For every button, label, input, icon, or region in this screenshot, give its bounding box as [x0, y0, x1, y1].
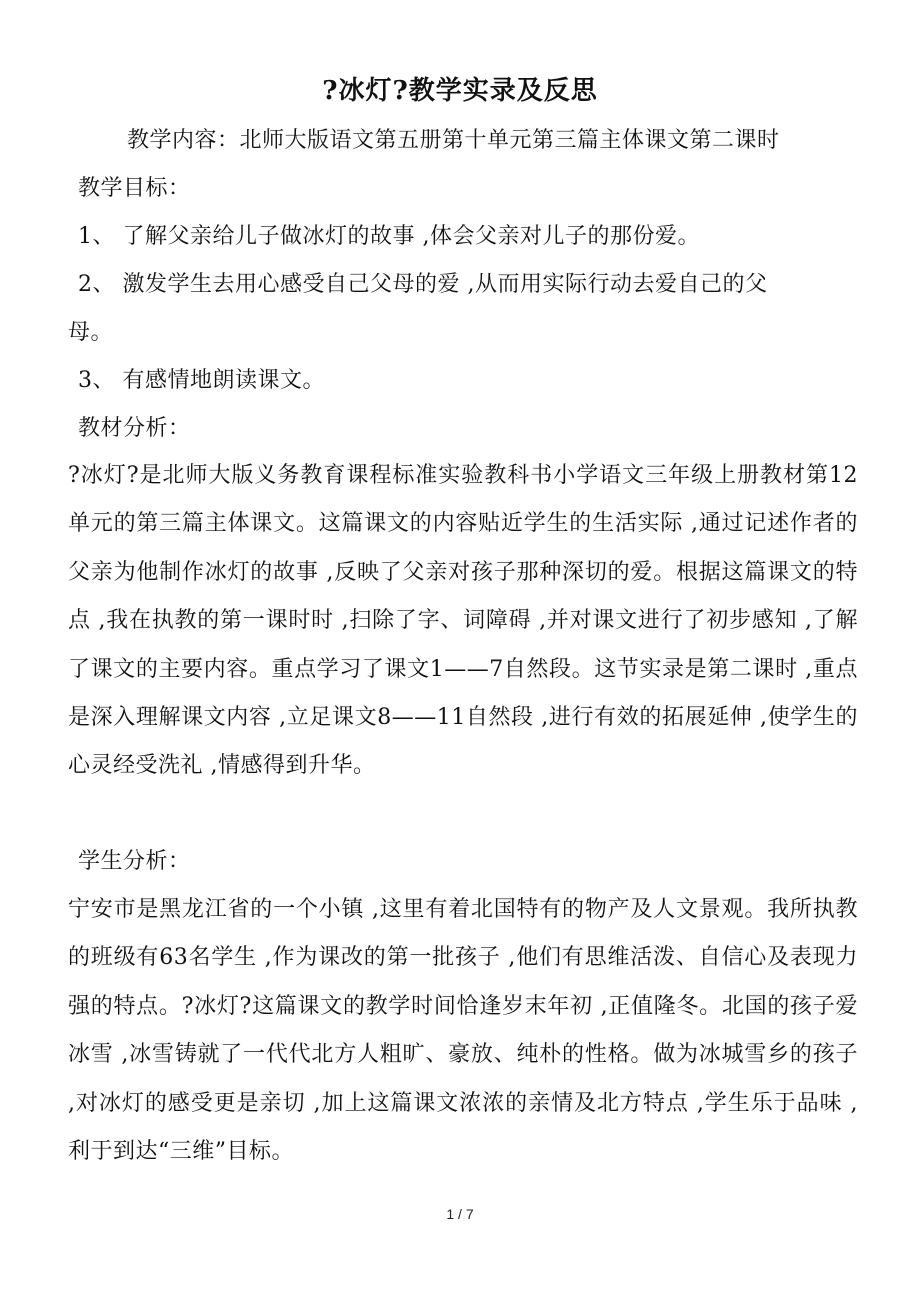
objectives-heading: 教学目标： — [78, 176, 191, 201]
students-paragraph: 宁安市是黑龙江省的一个小镇 ,这里有着北国特有的物产及人文景观。我所执教的班级有63名学生 ,作为课改的第一批孩子 ,他们有思维活泼、自信心及表现力强的特点。?冰灯?这篇课文的教学时间恰逢岁末年初 ,正值隆冬。北国的孩子爱冰雪 ,冰雪铸就了一代代北方人粗旷、豪放、纯朴的性格。做为冰城雪乡的孩子 ,对冰灯的感受更是亲切 ,加上这篇课文浓浓的亲情及北方特点 ,学生乐于品味 ,利于到达“三维”目标。 — [68, 897, 858, 1165]
teaching-content: 教学内容：北师大版语文第五册第十单元第三篇主体课文第二课时 — [127, 128, 780, 153]
page-number: 1 / 7 — [446, 1206, 474, 1222]
objective-item-3: 3、 有感情地朗读课文。 — [78, 368, 325, 393]
objective-item-2-continued: 母。 — [68, 320, 114, 345]
objective-item-1: 1、 了解父亲给儿子做冰灯的故事 ,体会父亲对儿子的那份爱。 — [78, 224, 700, 249]
document-title: ?冰灯?教学实录及反思 — [322, 76, 598, 106]
material-paragraph: ?冰灯?是北师大版义务教育课程标准实验教科书小学语文三年级上册教材第12单元的第三篇主体课文。这篇课文的内容贴近学生的生活实际 ,通过记述作者的父亲为他制作冰灯的故事 ,反映了父亲对孩子那种深切的爱。根据这篇课文的特点 ,我在执教的第一课时时 ,扫除了字、词障碍 ,并对课文进行了初步感知 ,了解了课文的主要内容。重点学习了课文1——7自然段。这节实录是第二课时 ,重点是深入理解课文内容 ,立足课文8——11自然段 ,进行有效的拓展延伸 ,使学生的心灵经受洗礼 ,情感得到升华。 — [68, 463, 858, 779]
material-heading: 教材分析： — [78, 416, 191, 441]
students-heading: 学生分析： — [78, 849, 191, 874]
objective-item-2: 2、 激发学生去用心感受自己父母的爱 ,从而用实际行动去爱自己的父 — [78, 272, 768, 297]
